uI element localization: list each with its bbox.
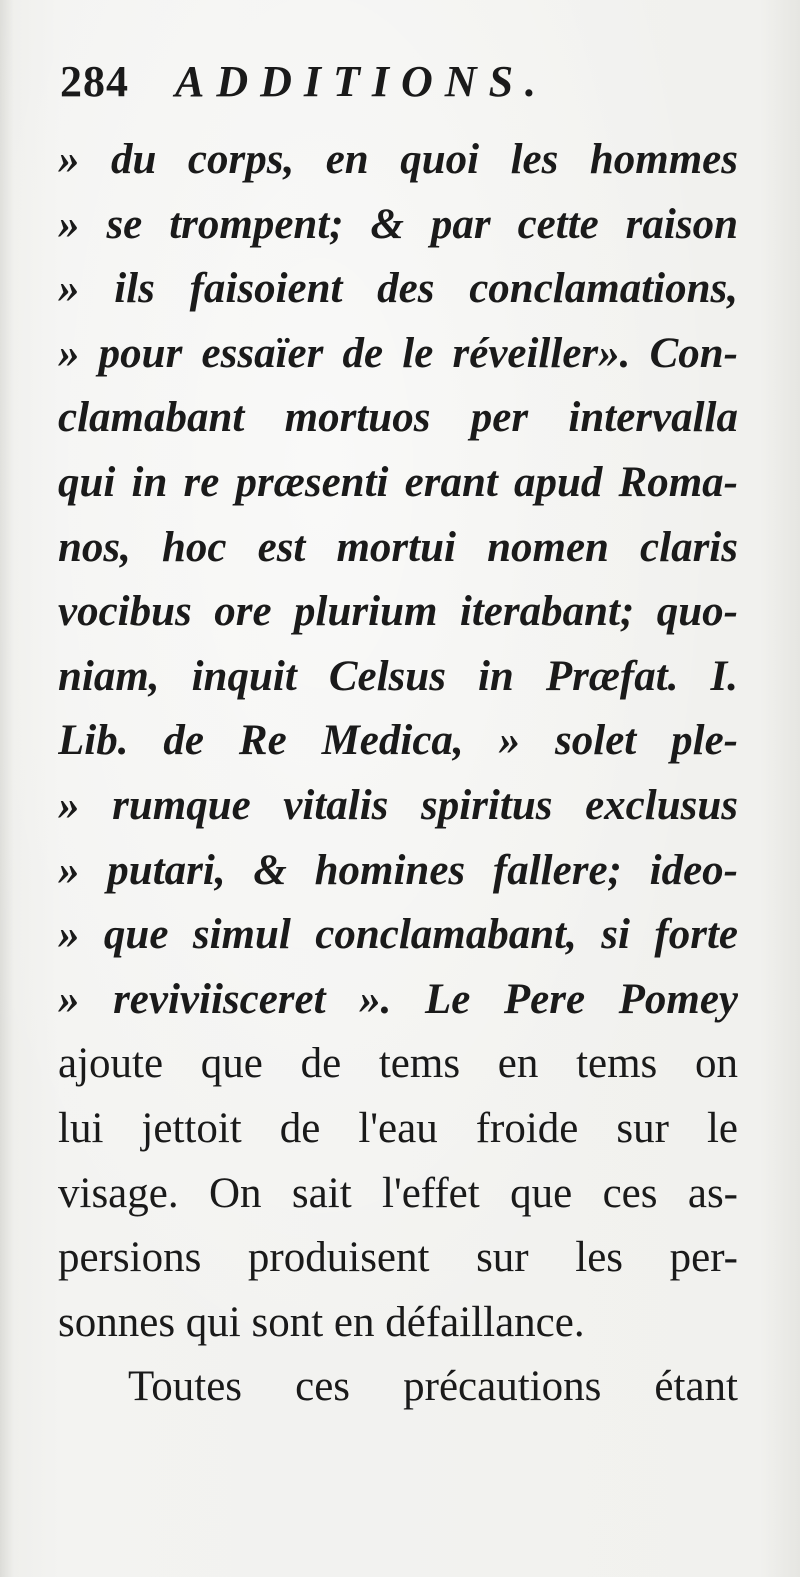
text-line: ajoute que de tems en tems on (58, 1040, 738, 1088)
page-number: 284 (60, 57, 129, 106)
text-line: » se trompent; & par cette raison (58, 200, 738, 248)
text-line: » ils faisoient des conclamations, (58, 265, 738, 313)
text-line: sonnes qui sont en défaillance. (58, 1298, 585, 1346)
running-head: ADDITIONS. (175, 57, 549, 106)
text-line: » pour essaïer de le réveiller». Con- (58, 329, 738, 377)
text-line: lui jettoit de l'eau froide sur le (58, 1104, 738, 1152)
text-line: qui in re præsenti erant apud Roma- (58, 458, 738, 506)
text-line: nos, hoc est mortui nomen claris (58, 523, 738, 571)
text-line: clamabant mortuos per intervalla (58, 394, 738, 442)
text-line: persions produisent sur les per- (58, 1234, 738, 1282)
text-line: Toutes ces précautions étant (128, 1363, 738, 1411)
text-line: » du corps, en quoi les hommes (58, 136, 738, 183)
page-header (60, 56, 548, 116)
text-line: visage. On sait l'effet que ces as- (58, 1169, 738, 1217)
text-line: » putari, & homines fallere; ideo- (58, 846, 738, 894)
text-line: » rumque vitalis spiritus exclusus (58, 781, 738, 829)
text-line: Lib. de Re Medica, » solet ple- (58, 717, 738, 765)
text-line: niam, inquit Celsus in Præfat. I. (58, 652, 738, 700)
text-line: » que simul conclamabant, si forte (58, 911, 738, 959)
body-text (58, 128, 738, 1420)
text-line: » reviviisceret ». Le Pere Pomey (58, 975, 738, 1023)
text-line: vocibus ore plurium iterabant; quo- (58, 588, 738, 636)
